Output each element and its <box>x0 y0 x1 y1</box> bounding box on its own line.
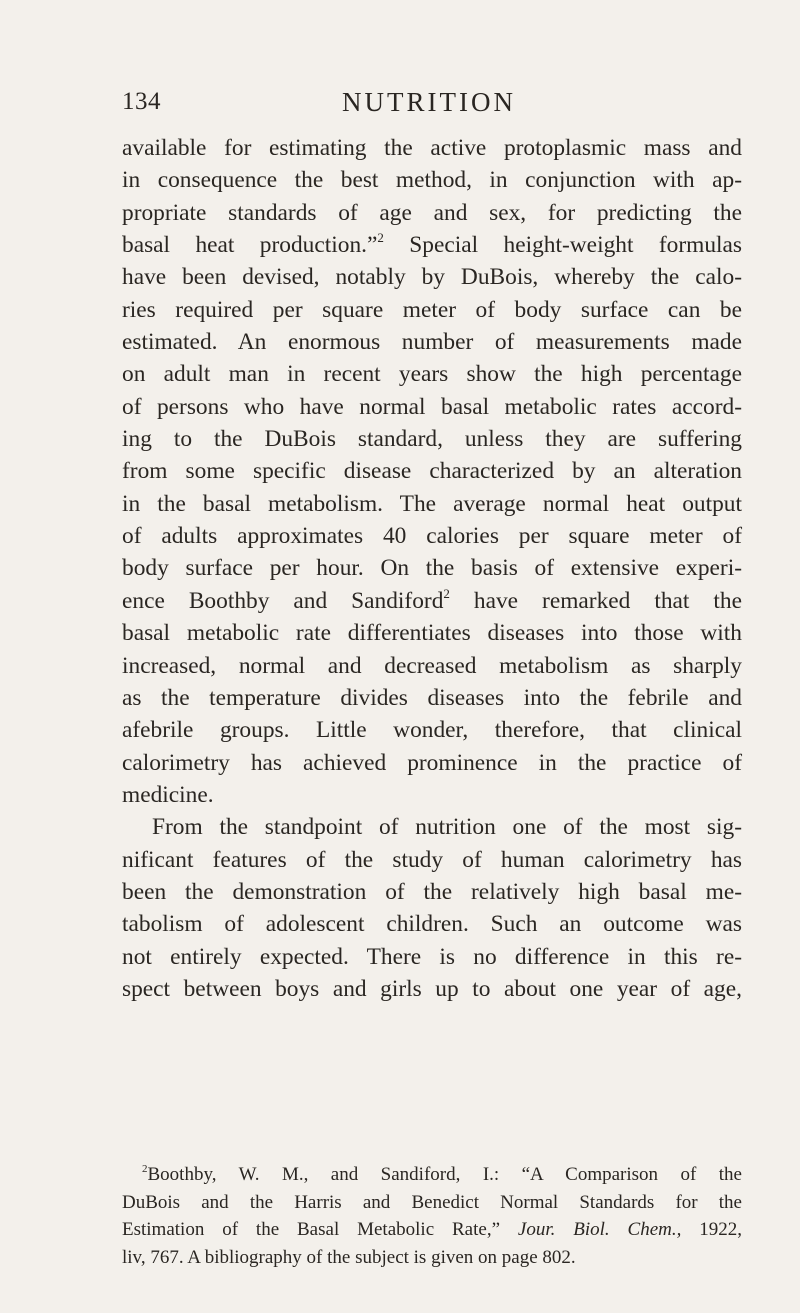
text-line <box>122 229 742 261</box>
text-line: ing to the DuBois standard, unless they are suffering <box>122 426 742 453</box>
text-fragment: Special height-weight formulas <box>409 232 742 259</box>
text-line: estimated. An enormous number of measurements made <box>122 329 742 356</box>
text-fragment: ence Boothby and Sandiford <box>122 587 444 614</box>
text-fragment: Boothby, W. M., and Sandiford, I.: “A Comparison of the <box>147 1164 742 1185</box>
page-number: 134 <box>122 88 161 115</box>
paragraph-start-line: From the standpoint of nutrition one of the most sig- <box>152 814 742 841</box>
text-line: propriate standards of age and sex, for predicting the <box>122 199 742 226</box>
text-line: available for estimating the active protoplasmic mass and <box>122 135 742 161</box>
text-line: of adults approximates 40 calories per square meter of <box>122 523 742 550</box>
text-line: afebrile groups. Little wonder, therefore, that clinical <box>122 717 742 744</box>
text-fragment: Estimation of the Basal Metabolic Rate,” <box>122 1219 501 1240</box>
footnote-line <box>122 1161 742 1189</box>
text-line: ries required per square meter of body surface can be <box>122 296 742 323</box>
footnote-line <box>122 1216 742 1244</box>
footnote <box>122 1161 742 1271</box>
text-line: on adult man in recent years show the high percentage <box>122 361 742 388</box>
footnote-line: liv, 767. A bibliography of the subject is given on page 802. <box>122 1246 576 1268</box>
journal-title: Jour. Biol. Chem., <box>517 1219 682 1240</box>
text-line: medicine. <box>122 781 214 808</box>
text-line: body surface per hour. On the basis of extensive experi- <box>122 555 742 582</box>
text-line: calorimetry has achieved prominence in the practice of <box>122 749 742 776</box>
text-line: in consequence the best method, in conjunction with ap- <box>122 167 742 194</box>
text-line: as the temperature divides diseases into the febrile and <box>122 684 742 711</box>
text-line: have been devised, notably by DuBois, whereby the calo- <box>122 264 742 291</box>
text-line: been the demonstration of the relatively high basal me- <box>122 878 742 905</box>
text-line: in the basal metabolism. The average normal heat output <box>122 490 742 517</box>
running-head <box>122 88 742 128</box>
text-fragment: basal heat production.” <box>122 232 378 259</box>
footnote-line: DuBois and the Harris and Benedict Normal Standards for the <box>122 1191 742 1213</box>
text-fragment: have remarked that the <box>473 587 742 614</box>
text-line: nificant features of the study of human calorimetry has <box>122 846 742 873</box>
body-text <box>122 132 742 1005</box>
text-line: tabolism of adolescent children. Such an outcome was <box>122 911 742 938</box>
text-line: spect between boys and girls up to about one year of age, <box>122 975 742 1002</box>
text-line: increased, normal and decreased metabolism as sharply <box>122 652 742 679</box>
footnote-ref: 2 <box>377 230 384 246</box>
text-line: of persons who have normal basal metabolic rates accord- <box>122 393 742 420</box>
text-line: not entirely expected. There is no difference in this re- <box>122 943 742 970</box>
footnote-ref: 2 <box>443 585 450 601</box>
footnote-marker: 2 <box>142 1163 148 1175</box>
text-line: from some specific disease characterized by an alteration <box>122 458 742 485</box>
text-line <box>122 585 742 617</box>
text-line: basal metabolic rate differentiates diseases into those with <box>122 620 742 647</box>
text-fragment: 1922, <box>699 1219 743 1240</box>
running-title: NUTRITION <box>342 87 516 117</box>
